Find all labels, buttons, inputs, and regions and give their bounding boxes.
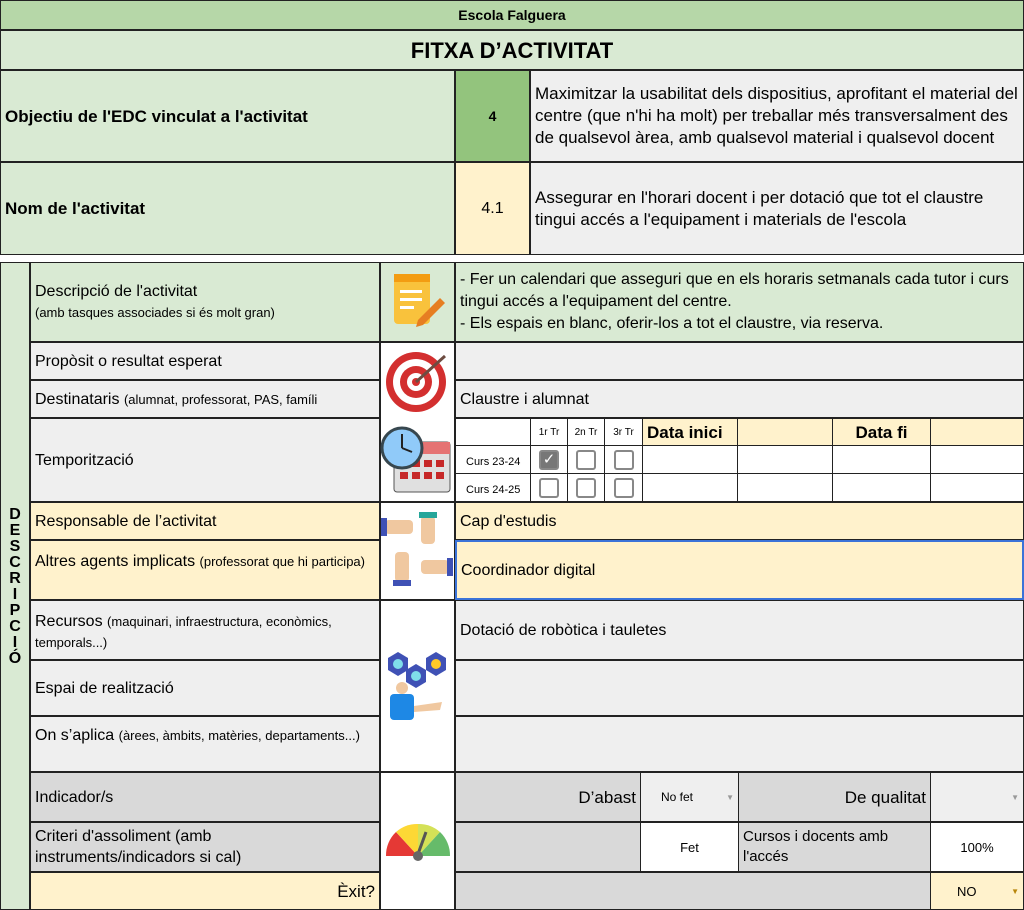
activity-name-label: Nom de l'activitat xyxy=(0,162,455,255)
success-label: Èxit? xyxy=(30,872,380,910)
end-date-header: Data fi xyxy=(832,418,931,446)
timing-label: Temporització xyxy=(30,418,380,502)
start-date-header-blank xyxy=(737,418,833,446)
checkbox-icon[interactable] xyxy=(576,450,596,470)
end-date-header-blank xyxy=(930,418,1024,446)
end-date-cell[interactable] xyxy=(832,445,931,474)
activity-text[interactable]: Assegurar en l'horari docent i per dotació que tot el claustre tingui accés a l'equipament i materials de l'escola xyxy=(530,162,1024,255)
abast-label: D’abast xyxy=(455,772,641,822)
criteria-quality-value[interactable]: 100% xyxy=(930,822,1024,872)
target-label xyxy=(30,380,380,418)
responsible-value[interactable]: Cap d'estudis xyxy=(455,502,1024,540)
applies-value[interactable] xyxy=(455,716,1024,772)
criteria-blank[interactable] xyxy=(455,822,641,872)
calendar-clock-icon xyxy=(380,424,454,496)
label-text: On s’aplica xyxy=(35,727,115,744)
label-text: Altres agents implicats xyxy=(35,553,196,570)
teamwork-hands-icon xyxy=(381,512,453,588)
label-text: Recursos xyxy=(35,613,103,630)
description-value[interactable]: - Fer un calendari que asseguri que en els horaris setmanals cada tutor i curs tingui accés a l'equipament del centre. - Els espais en blanc, oferir-los a tot el claustre, via reserva. xyxy=(455,262,1024,342)
dropdown-arrow-icon[interactable]: ▼ xyxy=(1011,792,1019,802)
notepad-icon xyxy=(388,270,448,330)
term-header: 1r Tr xyxy=(530,418,568,446)
resources-value[interactable]: Dotació de robòtica i tauletes xyxy=(455,600,1024,660)
date-cell[interactable] xyxy=(930,473,1024,502)
applies-label xyxy=(30,716,380,772)
space-value[interactable] xyxy=(455,660,1024,716)
term-checkbox[interactable] xyxy=(530,445,568,474)
checkbox-icon[interactable] xyxy=(614,478,634,498)
term-checkbox[interactable] xyxy=(530,473,568,502)
checkmark-icon[interactable]: ✓ xyxy=(539,450,559,470)
label-text: Destinataris xyxy=(35,390,120,408)
agents-value[interactable]: Coordinador digital xyxy=(455,540,1024,600)
term-header: 3r Tr xyxy=(604,418,643,446)
school-name: Escola Falguera xyxy=(0,0,1024,30)
checkbox-icon[interactable] xyxy=(539,478,559,498)
table-corner xyxy=(455,418,531,446)
label-sub: (alumnat, professorat, PAS, famíli xyxy=(123,391,318,407)
responsible-label: Responsable de l’activitat xyxy=(30,502,380,540)
description-label xyxy=(30,262,380,342)
dropdown-value: NO xyxy=(957,883,977,899)
success-blank[interactable] xyxy=(455,872,931,910)
indicators-label: Indicador/s xyxy=(30,772,380,822)
term-checkbox[interactable] xyxy=(604,473,643,502)
criteria-quality-label: Cursos i docents amb l'accés xyxy=(738,822,931,872)
dropdown-value: No fet xyxy=(661,789,694,804)
business-resources-icon xyxy=(380,648,454,724)
activity-code[interactable]: 4.1 xyxy=(455,162,530,255)
objective-text[interactable]: Maximitzar la usabilitat dels dispositius, aprofitant el material del centre (que n'hi ha molt) per treballar més transversalment des de qualsevol àrea, amb qualsevol material i qualsevol docent xyxy=(530,70,1024,162)
purpose-label: Propòsit o resultat esperat xyxy=(30,342,380,380)
end-date-cell[interactable] xyxy=(832,473,931,502)
date-cell[interactable] xyxy=(930,445,1024,474)
target-icon xyxy=(383,348,451,414)
dropdown-arrow-icon[interactable]: ▼ xyxy=(726,792,734,802)
date-cell[interactable] xyxy=(737,473,833,502)
gauge-icon xyxy=(382,816,454,862)
objective-code[interactable]: 4 xyxy=(455,70,530,162)
abast-dropdown[interactable] xyxy=(640,772,739,822)
label-sub: (maquinari, infraestructura, econòmics, temporals...) xyxy=(35,614,332,650)
start-date-cell[interactable] xyxy=(642,473,738,502)
quality-label: De qualitat xyxy=(738,772,931,822)
term-checkbox[interactable] xyxy=(604,445,643,474)
start-date-cell[interactable] xyxy=(642,445,738,474)
start-date-header: Data inici xyxy=(642,418,738,446)
success-dropdown[interactable] xyxy=(930,872,1024,910)
space-label: Espai de realització xyxy=(30,660,380,716)
term-checkbox[interactable] xyxy=(567,445,605,474)
dropdown-arrow-icon[interactable]: ▼ xyxy=(1011,886,1019,896)
course-label: Curs 23-24 xyxy=(455,445,531,474)
target-value[interactable]: Claustre i alumnat xyxy=(455,380,1024,418)
checkbox-icon[interactable] xyxy=(576,478,596,498)
course-label: Curs 24-25 xyxy=(455,473,531,502)
label-sub: (amb tasques associades si és molt gran) xyxy=(35,305,275,320)
label-sub: (àrees, àmbits, matèries, departaments...) xyxy=(118,728,360,743)
date-cell[interactable] xyxy=(737,445,833,474)
label-sub: (professorat que hi participa) xyxy=(199,554,365,569)
page-title: FITXA D’ACTIVITAT xyxy=(0,30,1024,70)
term-header: 2n Tr xyxy=(567,418,605,446)
label-text: Descripció de l'activitat xyxy=(35,283,198,300)
objective-label: Objectiu de l'EDC vinculat a l'activitat xyxy=(0,70,455,162)
purpose-value[interactable] xyxy=(455,342,1024,380)
checkbox-icon[interactable] xyxy=(614,450,634,470)
criteria-label: Criteri d'assoliment (amb instruments/indicadors si cal) xyxy=(30,822,380,872)
quality-dropdown[interactable] xyxy=(930,772,1024,822)
section-label: DESCRIPCIÓ xyxy=(0,262,30,910)
agents-label xyxy=(30,540,380,600)
criteria-abast-value[interactable]: Fet xyxy=(640,822,739,872)
resources-label xyxy=(30,600,380,660)
term-checkbox[interactable] xyxy=(567,473,605,502)
